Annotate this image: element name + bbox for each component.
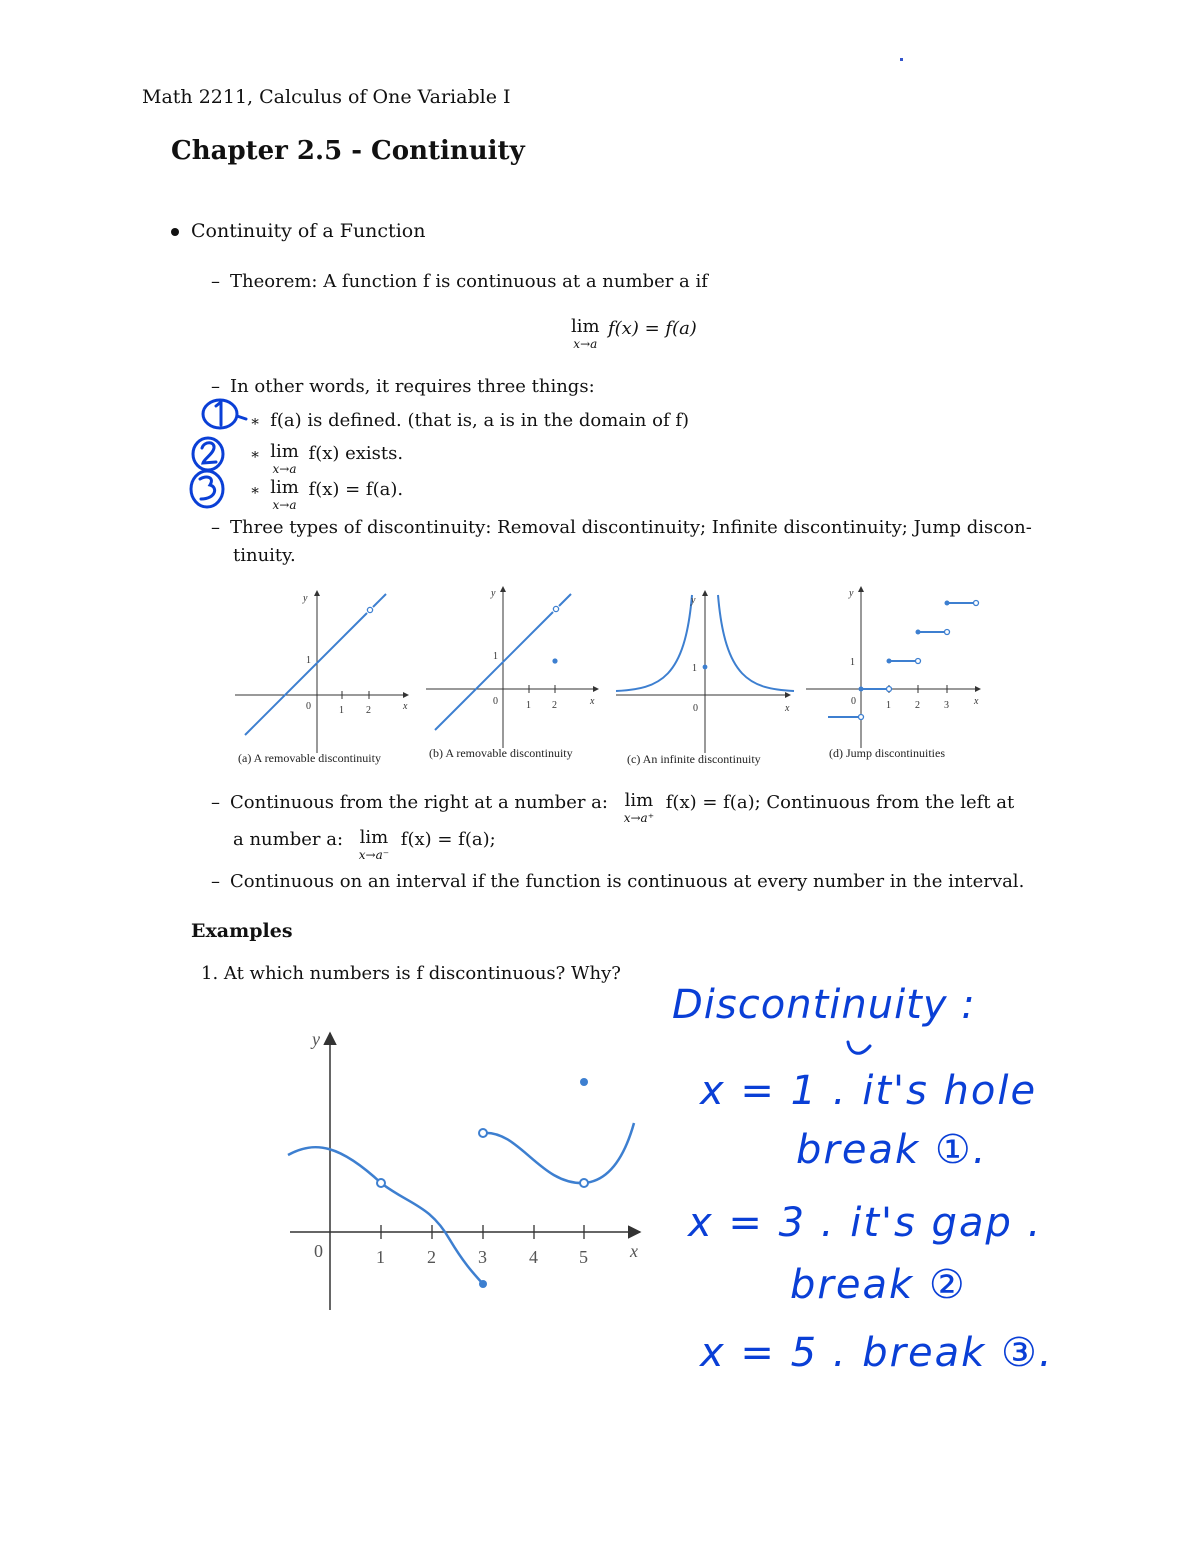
discontinuity-graphs xyxy=(230,583,990,783)
theorem-line: – Theorem: A function f is continuous at a number a if xyxy=(211,271,708,292)
handwritten-2 xyxy=(202,443,216,463)
course-header: Math 2211, Calculus of One Variable I xyxy=(142,86,511,108)
graph-a-x: x xyxy=(403,701,408,712)
left-sub: x→a⁻ xyxy=(358,848,390,862)
graph-c xyxy=(616,591,794,753)
graph-b-x: x xyxy=(590,696,595,707)
hole-at-5 xyxy=(580,1179,588,1187)
condition-2: ∗ lim x→a f(x) exists. xyxy=(250,441,404,476)
big-tick-3: 3 xyxy=(478,1247,487,1267)
filled-point-at-5 xyxy=(580,1078,588,1086)
graph-d-0: 0 xyxy=(851,696,856,707)
other-words-line: – In other words, it requires three things: xyxy=(211,376,595,397)
condition-2-sub: x→a xyxy=(272,462,297,476)
theorem-text: Theorem: A function f is continuous at a number a if xyxy=(230,271,708,292)
graph-d-tick3: 3 xyxy=(944,700,949,711)
other-words-text: In other words, it requires three things: xyxy=(230,376,595,397)
graph-b-tick1: 1 xyxy=(526,700,531,711)
handwritten-3 xyxy=(200,477,215,499)
big-tick-1: 1 xyxy=(376,1247,385,1267)
graph-b-tick2: 2 xyxy=(552,700,557,711)
condition-1-text: f(a) is defined. (that is, a is in the domain of f) xyxy=(270,410,690,431)
interval-text: Continuous on an interval if the function is continuous at every number in the interval. xyxy=(230,871,1025,892)
condition-3-lim: lim xyxy=(270,477,299,498)
handwritten-1 xyxy=(216,402,221,425)
stray-dot xyxy=(900,58,903,61)
condition-2-lim: lim xyxy=(270,441,299,462)
graph-d-x: x xyxy=(974,696,979,707)
caption-c: (c) An infinite discontinuity xyxy=(627,752,761,766)
filled-point-at-3 xyxy=(479,1280,487,1288)
graph-d-1: 1 xyxy=(850,657,855,668)
section-heading-text: Continuity of a Function xyxy=(191,220,426,242)
hole-at-1 xyxy=(377,1179,385,1187)
formula-sub: x→a xyxy=(573,337,598,351)
graph-a-tick2: 2 xyxy=(366,705,371,716)
condition-3-sub: x→a xyxy=(272,498,297,512)
example-graph xyxy=(280,1025,660,1325)
bullet-icon xyxy=(171,228,179,236)
big-tick-0: 0 xyxy=(314,1241,323,1261)
graph-b-y: y xyxy=(491,588,496,599)
graph-a-tick1: 1 xyxy=(339,705,344,716)
graph-a-y: y xyxy=(303,593,308,604)
interval-line: – Continuous on an interval if the function is continuous at every number in the interval. xyxy=(211,871,1025,892)
big-tick-4: 4 xyxy=(529,1247,538,1267)
arrow-stroke xyxy=(237,416,246,419)
handwriting-line-1: Discontinuity : xyxy=(672,982,976,1028)
condition-3-text: f(x) = f(a). xyxy=(308,479,404,500)
hole-at-3 xyxy=(479,1129,487,1137)
formula-body: f(x) = f(a) xyxy=(608,318,697,339)
right-continuity-line: – Continuous from the right at a number a: lim x→a⁺ f(x) = f(a); Continuous from the left at xyxy=(211,790,1015,825)
graph-c-x: x xyxy=(785,703,790,714)
types-line-2: tinuity. xyxy=(233,545,296,566)
graph-c-0: 0 xyxy=(693,703,698,714)
handwriting-line-2: x = 1 . it's hole xyxy=(700,1068,1038,1114)
caption-d: (d) Jump discontinuities xyxy=(829,746,945,760)
condition-2-text: f(x) exists. xyxy=(308,443,404,464)
right-text-a: Continuous from the right at a number a: xyxy=(230,792,608,813)
graph-a-0: 0 xyxy=(306,701,311,712)
types-line1: Three types of discontinuity: Removal discontinuity; Infinite discontinuity; Jump discon- xyxy=(230,517,1032,538)
curve-segment-1 xyxy=(288,1147,381,1183)
graph-c-1: 1 xyxy=(692,663,697,674)
big-x-label: x xyxy=(630,1241,638,1261)
circled-numbers-annotation xyxy=(188,395,263,515)
handwriting-line-5: break ② xyxy=(790,1262,967,1308)
condition-3: ∗ lim x→a f(x) = f(a). xyxy=(250,477,404,512)
graph-d xyxy=(806,587,980,748)
types-line: – Three types of discontinuity: Removal discontinuity; Infinite discontinuity; Jump discon- xyxy=(211,517,1032,538)
theorem-formula: lim x→a xyxy=(571,316,600,351)
graph-b-1: 1 xyxy=(493,651,498,662)
graph-c-y: y xyxy=(691,595,696,606)
big-tick-5: 5 xyxy=(579,1247,588,1267)
example-1-question: 1. At which numbers is f discontinuous? Why? xyxy=(201,963,621,984)
theorem-formula-body xyxy=(608,318,697,339)
right-sub: x→a⁺ xyxy=(623,811,655,825)
caption-a: (a) A removable discontinuity xyxy=(238,751,381,765)
right-text-b: f(x) = f(a); Continuous from the left at xyxy=(665,792,1015,813)
graph-a xyxy=(235,591,408,753)
caption-b: (b) A removable discontinuity xyxy=(429,746,573,760)
graph-d-tick1: 1 xyxy=(886,700,891,711)
left-text-a: a number a: xyxy=(233,829,344,850)
condition-1: ∗ f(a) is defined. (that is, a is in the domain of f) xyxy=(250,410,690,431)
left-continuity-line: a number a: lim x→a⁻ f(x) = f(a); xyxy=(233,827,496,862)
left-text-b: f(x) = f(a); xyxy=(400,829,496,850)
big-y-label: y xyxy=(312,1029,320,1049)
underline-hook-icon xyxy=(840,1040,880,1065)
handwriting-line-6: x = 5 . break ③. xyxy=(700,1330,1054,1376)
graph-d-tick2: 2 xyxy=(915,700,920,711)
examples-heading: Examples xyxy=(191,920,293,942)
curve-segment-3 xyxy=(483,1123,634,1183)
handwriting-line-3: break ①. xyxy=(796,1127,988,1173)
section-heading xyxy=(171,220,425,242)
graph-a-1: 1 xyxy=(306,655,311,666)
graph-b xyxy=(426,587,598,748)
graph-d-y: y xyxy=(849,588,854,599)
big-tick-2: 2 xyxy=(427,1247,436,1267)
handwriting-line-4: x = 3 . it's gap . xyxy=(688,1200,1043,1246)
chapter-title: Chapter 2.5 - Continuity xyxy=(171,136,525,166)
graph-b-0: 0 xyxy=(493,696,498,707)
